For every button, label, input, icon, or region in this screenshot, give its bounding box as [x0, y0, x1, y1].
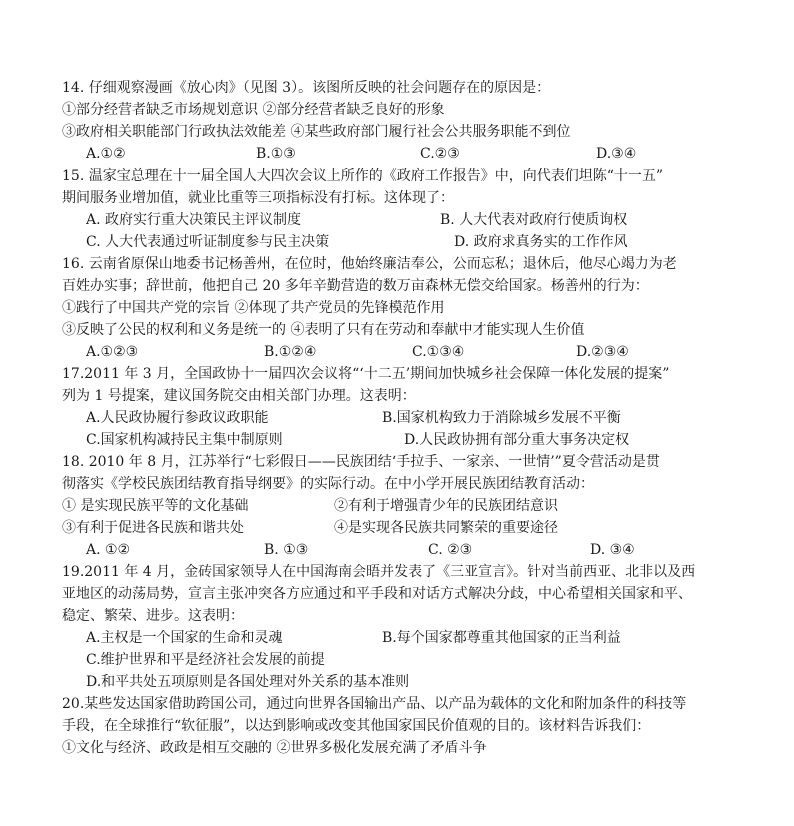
- q18-stem-line-2: 彻落实《学校民族团结教育指导纲要》的实际行动。在中小学开展民族团结教育活动：: [62, 476, 594, 492]
- q17-option-b: B.国家机构致力于消除城乡发展不平衡: [382, 410, 621, 426]
- q20-stem-line-1: 20.某些发达国家借助跨国公司，通过向世界各国输出产品、以产品为载体的文化和附加条件的科技等: [62, 696, 687, 712]
- q19-stem-line-1: 19.2011 年 4 月，金砖国家领导人在中国海南会晤并发表了《三亚宣言》。针对当前西亚、北非以及西: [62, 564, 696, 580]
- q20-stem-line-3: ①文化与经济、政政是相互交融的 ②世界多极化发展充满了矛盾斗争: [62, 740, 487, 756]
- q15-stem-line-1: 15. 温家宝总理在十一届全国人大四次会议上所作的《政府工作报告》中，向代表们坦陈“十一五”: [62, 168, 664, 184]
- q16-option-c: C.①③④: [412, 344, 465, 360]
- q14-option-c: C.②③: [420, 146, 460, 162]
- q20-stem-line-2: 手段，在全球推行“软征服”，以达到影响或改变其他国家国民价值观的目的。该材料告诉我们：: [62, 718, 651, 734]
- q18-option-d: D. ③④: [590, 542, 635, 558]
- q15-option-a: A. 政府实行重大决策民主评议制度: [86, 212, 302, 228]
- q18-statement-2: ②有利于增强青少年的民族团结意识: [334, 498, 558, 514]
- q17-option-c: C.国家机构减持民主集中制原则: [86, 432, 283, 448]
- q16-stem-line-3: ①践行了中国共产党的宗旨 ②体现了共产党员的先锋模范作用: [62, 300, 445, 316]
- q19-stem-line-3: 稳定、繁荣、进步。这表明：: [62, 608, 244, 624]
- q18-option-a: A. ①②: [86, 542, 131, 558]
- q18-stem-line-1: 18. 2010 年 8 月，江苏举行“七彩假日——民族团结‘手拉手、一家亲、一世情’”夏令营活动是贯: [62, 454, 660, 470]
- q16-stem-line-2: 百姓办实事；辞世前，他把自己 20 多年辛勤营造的数万亩森林无偿交给国家。杨善州的行为：: [62, 278, 649, 294]
- q14-option-a: A.①②: [86, 146, 126, 162]
- q16-stem-line-1: 16. 云南省原保山地委书记杨善州，在位时，他始终廉洁奉公，公而忘私；退休后，他尽心竭力为老: [62, 256, 677, 272]
- q16-stem-line-4: ③反映了公民的权利和义务是统一的 ④表明了只有在劳动和奉献中才能实现人生价值: [62, 322, 585, 338]
- q16-option-b: B.①②④: [264, 344, 317, 360]
- q19-option-d: D.和平共处五项原则是各国处理对外关系的基本准则: [86, 674, 410, 690]
- q19-stem-line-2: 亚地区的动荡局势，宣言主张冲突各方应通过和平手段和对话方式解决分歧，中心希望相关国家和平、: [62, 586, 692, 602]
- q14-stem-line-3: ③政府相关职能部门行政执法效能差 ④某些政府部门履行社会公共服务职能不到位: [62, 124, 571, 140]
- q18-statement-3: ③有利于促进各民族和谐共处: [62, 520, 244, 536]
- q18-statement-1: ① 是实现民族平等的文化基础: [62, 498, 249, 514]
- q14-option-d: D.③④: [596, 146, 637, 162]
- q16-option-d: D.②③④: [576, 344, 629, 360]
- q14-stem-line-1: 14. 仔细观察漫画《放心肉》（见图 3）。该图所反映的社会问题存在的原因是：: [62, 80, 551, 96]
- q15-stem-line-2: 期间服务业增加值，就业比重等三项指标没有打标。这体现了：: [62, 190, 454, 206]
- q19-option-a: A.主权是一个国家的生命和灵魂: [86, 630, 283, 646]
- q17-option-a: A.人民政协履行参政议政职能: [86, 410, 269, 426]
- q16-option-a: A.①②③: [86, 344, 139, 360]
- q18-option-c: C. ②③: [428, 542, 473, 558]
- q15-option-c: C. 人大代表通过听证制度参与民主决策: [86, 234, 330, 250]
- q17-option-d: D.人民政协拥有部分重大事务决定权: [404, 432, 630, 448]
- q18-option-b: B. ①③: [264, 542, 309, 558]
- q14-option-b: B.①③: [256, 146, 296, 162]
- q17-stem-line-2: 列为 1 号提案，建议国务院交由相关部门办理。这表明：: [62, 388, 416, 404]
- q15-option-d: D. 政府求真务实的工作作风: [454, 234, 628, 250]
- q14-stem-line-2: ①部分经营者缺乏市场规划意识 ②部分经营者缺乏良好的形象: [62, 102, 445, 118]
- q15-option-b: B. 人大代表对政府行使质询权: [440, 212, 628, 228]
- q17-stem-line-1: 17.2011 年 3 月，全国政协十一届四次会议将“‘十二五’期间加快城乡社会保障一体化发展的提案”: [62, 366, 670, 382]
- q19-option-c: C.维护世界和平是经济社会发展的前提: [86, 652, 325, 668]
- q19-option-b: B.每个国家都尊重其他国家的正当利益: [382, 630, 621, 646]
- q18-statement-4: ④是实现各民族共同繁荣的重要途径: [334, 520, 558, 536]
